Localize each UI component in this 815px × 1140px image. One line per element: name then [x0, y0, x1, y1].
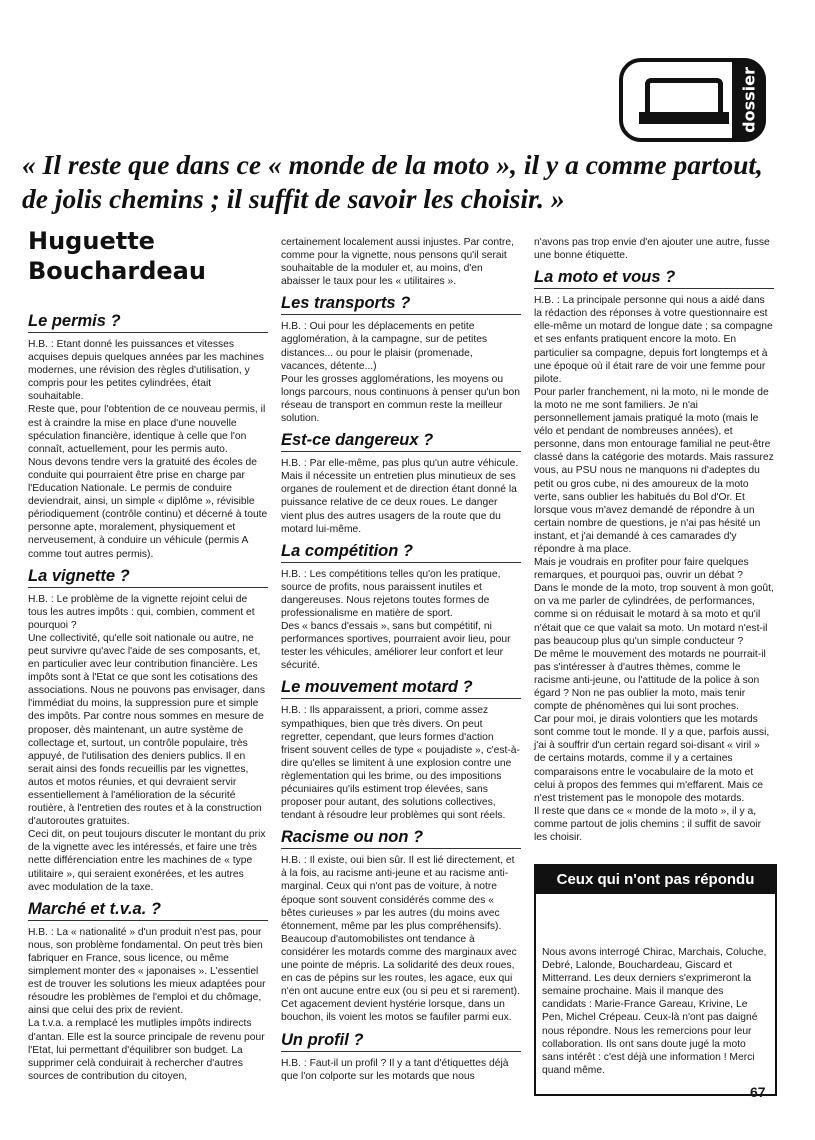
section-heading: [281, 293, 521, 315]
heading-racisme: Racisme ou non ?: [281, 828, 424, 847]
section-heading: [28, 899, 268, 921]
pull-quote: « Il reste que dans ce « monde de la moto », il y a comme partout, de jolis chemins ; il suffit de savoir les choisir. »: [22, 149, 763, 214]
section-heading: [281, 430, 521, 452]
paragraph: Pour parler franchement, ni la moto, ni le monde de la moto ne me sont familiers. Je n'ai personnellement jamais pratiqué la moto (mais le vélo et pendant de nombreuses années), et personne, dans mon entourage familial ne peut-être classé dans la catégorie des motards. Mais rassurez vous, au PSU nous ne manquons ni d'adeptes du petit ou gros cube, ni des amoureux de la moto verte, sans oublier les habitués du Bol d'Or. Et lorsque vous m'avez demandé de répondre à un certain nombre de questions, je n'ai pas hésité un instant, et j'ai demandé à ces camarades d'y répondre à ma place.: [534, 386, 774, 555]
paragraph: Reste que, pour l'obtention de ce nouveau permis, il est à craindre la mise en place d'une nouvelle spéculation financière, identique à celle que l'on connaît, actuellement, pour les permis auto.: [28, 404, 266, 455]
heading-mouvement: Le mouvement motard ?: [281, 678, 473, 697]
heading-moto-et-vous: La moto et vous ?: [534, 268, 676, 287]
author-last-name: Bouchardeau: [28, 257, 206, 285]
column-2: [281, 236, 521, 1083]
column-1: [28, 306, 268, 1083]
paragraph: H.B. : La « nationalité » d'un produit n'est pas, pour nous, son problème fondamental. On peut très bien fabriquer en France, sous licence, ou même simplement monter des « japonaises ». L'essentiel est de trouver les solutions les mieux adaptées pour résoudre les problèmes de l'emploi et du chômage, ainsi que celui des prix de revient.: [28, 926, 266, 1017]
heading-competition: La compétition ?: [281, 541, 413, 560]
heading-tva: Marché et t.v.a. ?: [28, 899, 161, 918]
paragraph: Dans le monde de la moto, trop souvent à mon goût, on va me parler de cylindrées, de performances, comme si on réduisait le motard à sa moto et qu'il n'était que ce que valait sa moto. Un motard n'est-il pas beaucoup plus qu'un simple conducteur ?: [534, 583, 774, 647]
briefcase-bar: [639, 112, 729, 124]
author-name: [28, 226, 206, 286]
paragraph: Des « bancs d'essais », sans but compétitif, ni performances sportives, pourraient avoir lieu, pour tester les véhicules, améliorer leur confort et leur sécurité.: [281, 621, 511, 672]
heading-profil: Un profil ?: [281, 1030, 364, 1049]
paragraph: H.B. : Faut-il un profil ? Il y a tant d'étiquettes déjà que l'on colporte sur les motards que nous: [281, 1057, 509, 1082]
dossier-label: dossier: [739, 67, 759, 133]
paragraph: H.B. : Les compétitions telles qu'on les pratique, source de profits, nous paraissent inutiles et dangereuses. Nous rejetons toutes formes de professionalisme en matière de sport.: [281, 568, 501, 619]
paragraph: Ceci dit, on peut toujours discuter le montant du prix de la vignette avec les intéressés, et faire une très nette différenciation entre les machines de « type utilitaire », qui seraient exonérées, et les autres avec modulation de la taxe.: [28, 829, 266, 893]
paragraph: De même le mouvement des motards ne pourrait-il pas s'intéresser à d'autres thèmes, comme le racisme anti-jeune, ou l'attitude de la police à son égard ? Non ne pas oublier la moto, mais tenir compte de phénomènes qui lui sont proches.: [534, 648, 766, 713]
sidebar-box-title: Ceux qui n'ont pas répondu: [536, 866, 775, 894]
section-heading: [281, 827, 521, 849]
paragraph: Mais je voudrais en profiter pour faire quelques remarques, et pourquoi pas, ouvrir un débat ?: [534, 557, 749, 582]
sidebar-box: [534, 864, 777, 1096]
paragraph: H.B. : Ils apparaissent, a priori, comme assez sympathiques, bien que très divers. On peut regretter, cependant, que leurs formes d'action frisent souvent celles de type « poujadiste », c'est-à-dire qu'elles se limitent à une explosion contre une règlementation qui les brime, ou des impositions pécuniaires qu'ils estiment trop élevées, sans proposer pour autant, des solutions collectives, tendant à résoudre leur problèmes qui sont réels.: [281, 705, 520, 822]
section-heading: [534, 267, 774, 289]
section-heading: [281, 541, 521, 563]
sidebar-box-text: Nous avons interrogé Chirac, Marchais, Coluche, Debré, Lalonde, Bouchardeau, Giscard et Mitterrand. Les deux derniers s'exprimeront la semaine prochaine. Mais il manque des candidats : Marie-France Gareau, Krivine, Le Pen, Michel Crépeau. Ceux-là n'ont pas daigné nous répondre. Nous les remercions pour leur collaboration. Ils ont sans doute jugé la moto sans intérêt : c'est déjà une information ! Merci quand même.: [542, 947, 767, 1076]
paragraph: Il reste que dans ce « monde de la moto », il y a, comme partout de jolis chemins ; il suffit de savoir les choisir.: [534, 805, 762, 844]
page-number: 67: [750, 1084, 766, 1100]
heading-permis: Le permis ?: [28, 312, 121, 330]
section-heading: [28, 566, 268, 588]
section-heading: [281, 1030, 521, 1052]
author-first-name: Huguette: [28, 227, 155, 255]
paragraph: Pour les grosses agglomérations, les moyens ou longs parcours, nous continuons à penser qu'un bon réseau de transport en commun reste la meilleur solution.: [281, 373, 520, 425]
dossier-tab: [732, 58, 766, 142]
section-heading: [281, 677, 521, 699]
heading-transports: Les transports ?: [281, 294, 411, 313]
paragraph: La t.v.a. a remplacé les mutliples impôts indirects d'antan. Elle est la source principale de revenu pour l'Etat, lui permettant d'équilibrer son budget. La supprimer celà conduirait à rechercher d'autres sources de contribution du citoyen,: [28, 1018, 265, 1082]
heading-vignette: La vignette ?: [28, 566, 130, 585]
paragraph: certainement localement aussi injustes. Par contre, comme pour la vignette, nous pensons qu'il serait souhaitable de la moduler et, au moins, d'en abaisser le taux pour les « utilitaires ».: [281, 237, 514, 288]
paragraph: H.B. : Etant donné les puissances et vitesses acquises depuis quelques années par les machines modernes, une révision des règles d'utilisation, y compris pour les petites cylindrées, était souhaitable.: [28, 339, 264, 403]
paragraph: n'avons pas trop envie d'en ajouter une autre, fusse une bonne étiquette.: [534, 237, 770, 262]
paragraph: H.B. : Il existe, oui bien sûr. Il est lié directement, et à la fois, au racisme anti-jeune et au racisme anti-marginal. Ceux qui n'ont pas de voiture, à notre époque sont souvent considérés comme des « bêtes curieuses » par les autres (du moins avec étonnement, même par les plus compréhensifs). Beaucoup d'automobilistes ont tendance à considérer les motards comme des marginaux avec une pointe de mépris. La solidarité des deux roues, en cas de pépins sur les routes, les agace, eux qui n'en ont aucune entre eux (ou si peu et si rarement). Cet agacement devient hystérie lorsque, dans un bouchon, ils voient les motos se faufiler parmi eux.: [281, 855, 520, 1024]
paragraph: Une collectivité, qu'elle soit nationale ou autre, ne peut survivre qu'avec l'aide de ses composants, et, en particulier avec leur contribution financière. Les impôts sont à l'Etat ce que sont les cotisations des associations. Nous ne pouvons pas envisager, dans l'immédiat du moins, la suppression pure et simple des impôts. Par contre nous sommes en mesure de proposer, dès maintenant, un autre système de collectage et, surtout, un contrôle populaire, très appuyé, de l'utilisation des deniers publics. Il en serait ainsi des fonds recueillis par les vignettes, autos et motos réunies, et qui devraient servir essentiellement à l'amélioration de la sécurité routière, à l'entretien des routes et à la construction d'autoroutes gratuites.: [28, 632, 265, 828]
paragraph: Car pour moi, je dirais volontiers que les motards sont comme tout le monde. Il y a que, parfois aussi, j'ai à souffrir d'un certain regard soi-disant « viril » de certains motards, comme il y a certaines comparaisons entre le vocabulaire de la moto et celui à propos des femmes qui m'effarent. Mais ce n'est tristement pas le monopole des motards.: [534, 714, 770, 804]
section-heading: [28, 311, 268, 333]
paragraph: H.B. : La principale personne qui nous a aidé dans la rédaction des réponses à votre questionnaire est elle-même un motard de longue date ; sa compagne et ses enfants pratiquent encore la moto. En particulier sa compagne, depuis fort longtemps et à une époque où il était rare de voir une femme pour pilote.: [534, 295, 773, 385]
heading-dangereux: Est-ce dangereux ?: [281, 431, 434, 450]
column-3: [534, 236, 774, 844]
paragraph: H.B. : Par elle-même, pas plus qu'un autre véhicule. Mais il nécessite un entretien plus minutieux de ses organes de roulement et de direction étant donné la puissance relative de ce deux roues. Le danger vient plus des autres usagers de la route que du motard lui-même.: [281, 458, 519, 535]
paragraph: H.B. : Oui pour les déplacements en petite agglomération, à la campagne, sur de petites distances... ou pour le plaisir (promenade, vacances, détente...): [281, 321, 488, 372]
dossier-logo: [619, 58, 766, 142]
paragraph: Nous devons tendre vers la gratuité des écoles de conduite qui pourraient être prise en charge par l'Education Nationale. Le permis de conduire deviendrait, ainsi, un simple « diplôme », révisible périodiquement (contrôle continu) et décerné à toute personne apte, moralement, physiquement et nerveusement, à conduire un véhicule (permis A comme tout autres permis).: [28, 456, 268, 560]
paragraph: H.B. : Le problème de la vignette rejoint celui de tous les autres impôts : qui, combien, comment et pourquoi ?: [28, 593, 255, 631]
